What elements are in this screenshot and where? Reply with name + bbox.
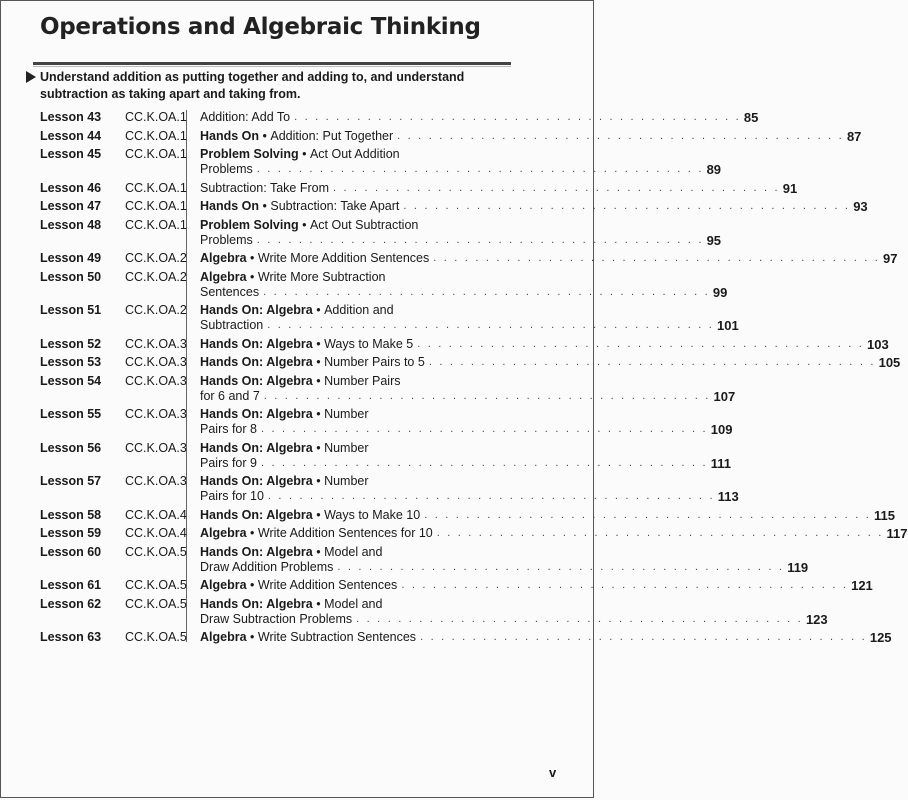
lesson-number: Lesson 59 (40, 526, 102, 540)
lesson-entry (200, 251, 898, 266)
lesson-title: Number (324, 474, 369, 488)
lesson-title: Pairs for 9 (200, 455, 257, 470)
standard-code: CC.K.OA.2 (125, 251, 187, 265)
lesson-number: Lesson 60 (40, 544, 102, 559)
entry-line (200, 147, 512, 162)
lesson-type: Problem Solving (200, 217, 299, 232)
standard-code: CC.K.OA.5 (125, 596, 187, 611)
title-rule (33, 62, 511, 65)
entry-line (200, 284, 728, 300)
lesson-number: Lesson 51 (40, 303, 102, 317)
leader-dots: . . . . . . . . . . . . . . . . . . . . . . . . . . . . . . . . . . . . . . . . . . . (267, 319, 715, 331)
page-ref[interactable]: 111 (710, 455, 732, 471)
lesson-type: Algebra (200, 526, 247, 540)
page-ref[interactable]: 103 (867, 336, 889, 352)
leader-dots: . . . . . . . . . . . . . . . . . . . . . . . . . . . . . . . . . . . . . . . . . . . (294, 111, 741, 123)
entry-line (200, 489, 739, 504)
lesson-title: Number Pairs to 5 (324, 355, 425, 369)
lesson-title: Problems (200, 232, 253, 247)
standard-code: CC.K.OA.5 (125, 544, 187, 559)
page-ref[interactable]: 85 (743, 110, 759, 125)
lesson-title: for 6 and 7 (200, 388, 260, 403)
bullet-separator: • (246, 578, 258, 592)
lesson-entry (200, 110, 759, 125)
page-title: Operations and Algebraic Thinking (40, 14, 481, 40)
lesson-entry (200, 180, 798, 196)
lesson-number: Lesson 48 (40, 217, 102, 232)
lesson-type: Hands On: Algebra (200, 373, 313, 388)
entry-line (200, 578, 873, 593)
leader-dots: . . . . . . . . . . . . . . . . . . . . . . . . . . . . . . . . . . . . . . . . . . . (433, 252, 881, 264)
lesson-title: Act Out Subtraction (309, 217, 419, 232)
page-ref[interactable]: 87 (846, 128, 862, 144)
bullet-separator: • (312, 373, 325, 388)
lesson-type: Hands On: Algebra (200, 596, 313, 611)
leader-dots: . . . . . . . . . . . . . . . . . . . . . . . . . . . . . . . . . . . . . . . . . . . (401, 579, 849, 591)
standard-code: CC.K.OA.1 (125, 128, 187, 143)
intro-block (40, 69, 520, 103)
lesson-title: Addition: Add To (200, 110, 291, 124)
lesson-type: Hands On: Algebra (200, 474, 313, 488)
lesson-title: Write Subtraction Sentences (257, 630, 417, 644)
leader-dots: . . . . . . . . . . . . . . . . . . . . . . . . . . . . . . . . . . . . . . . . . . . (356, 612, 803, 625)
standard-code: CC.K.OA.3 (125, 373, 187, 388)
entry-line (200, 526, 908, 541)
page-ref[interactable]: 115 (873, 507, 895, 523)
bullet-separator: • (298, 147, 310, 161)
bullet-separator: • (246, 526, 258, 540)
lesson-entry (200, 199, 868, 214)
standard-code: CC.K.OA.3 (125, 355, 187, 369)
lesson-title: Pairs for 8 (200, 422, 257, 436)
lesson-entry (200, 578, 873, 593)
lesson-entry (200, 128, 862, 144)
entry-line (200, 474, 512, 489)
triangle-bullet-icon (26, 71, 36, 83)
lesson-entry (200, 544, 809, 575)
lesson-entry (200, 269, 728, 300)
bullet-separator: • (312, 474, 325, 488)
lesson-number: Lesson 57 (40, 474, 102, 488)
entry-line (200, 455, 732, 471)
lesson-entry (200, 630, 892, 645)
lesson-title: Subtraction: Take Apart (270, 199, 400, 213)
lesson-title: Subtraction (200, 318, 264, 332)
entry-line (200, 251, 898, 266)
bullet-separator: • (298, 217, 310, 232)
lesson-number: Lesson 56 (40, 440, 102, 455)
lesson-title: Draw Addition Problems (200, 559, 334, 574)
entry-line (200, 218, 512, 233)
lesson-type: Hands On: Algebra (200, 355, 313, 369)
leader-dots: . . . . . . . . . . . . . . . . . . . . . . . . . . . . . . . . . . . . . . . . . . . (256, 163, 704, 175)
page-ref[interactable]: 99 (712, 284, 728, 300)
standard-code: CC.K.OA.4 (125, 507, 187, 522)
page-ref[interactable]: 105 (878, 355, 901, 370)
lesson-number: Lesson 58 (40, 507, 102, 522)
lesson-number: Lesson 62 (40, 596, 102, 611)
entry-line (200, 303, 512, 318)
lesson-type: Hands On: Algebra (200, 407, 313, 421)
standard-code: CC.K.OA.2 (125, 303, 187, 317)
standard-code: CC.K.OA.1 (125, 147, 187, 161)
standard-code: CC.K.OA.3 (125, 407, 187, 421)
bullet-separator: • (312, 336, 325, 351)
bullet-separator: • (246, 630, 258, 644)
entry-line (200, 232, 722, 248)
lesson-title: Problems (200, 162, 253, 176)
entry-line (200, 270, 512, 285)
leader-dots: . . . . . . . . . . . . . . . . . . . . . . . . . . . . . . . . . . . . . . . . . . . (403, 200, 851, 212)
standard-code: CC.K.OA.1 (125, 180, 187, 195)
bullet-separator: • (312, 507, 325, 522)
lesson-title: Ways to Make 10 (324, 507, 421, 522)
lesson-type: Algebra (200, 630, 247, 644)
bullet-separator: • (312, 440, 325, 455)
leader-dots: . . . . . . . . . . . . . . . . . . . . . . . . . . . . . . . . . . . . . . . . . . . (424, 508, 871, 521)
entry-line (200, 388, 736, 404)
lesson-title: Pairs for 10 (200, 489, 264, 503)
entry-line (200, 559, 809, 575)
lesson-title: Write More Addition Sentences (257, 251, 430, 265)
lesson-entry (200, 507, 895, 523)
page-ref[interactable]: 119 (787, 559, 809, 575)
leader-dots: . . . . . . . . . . . . . . . . . . . . . . . . . . . . . . . . . . . . . . . . . . . (428, 356, 876, 368)
entry-line (200, 422, 733, 437)
lesson-entry (200, 474, 739, 504)
standard-code: CC.K.OA.2 (125, 269, 187, 284)
lesson-entry (200, 147, 722, 177)
lesson-title: Write Addition Sentences (257, 578, 398, 592)
lesson-title: Addition: Put Together (270, 128, 394, 143)
lesson-entry (200, 596, 828, 627)
lesson-type: Hands On (200, 128, 260, 143)
standard-code: CC.K.OA.3 (125, 474, 187, 488)
leader-dots: . . . . . . . . . . . . . . . . . . . . . . . . . . . . . . . . . . . . . . . . . . . (397, 129, 844, 142)
leader-dots: . . . . . . . . . . . . . . . . . . . . . . . . . . . . . . . . . . . . . . . . . . . (256, 233, 704, 246)
lesson-type: Hands On: Algebra (200, 303, 313, 317)
leader-dots: . . . . . . . . . . . . . . . . . . . . . . . . . . . . . . . . . . . . . . . . . . . (263, 285, 710, 298)
page-ref[interactable]: 91 (782, 180, 798, 196)
lesson-title: Model and (324, 544, 383, 559)
page-ref[interactable]: 125 (869, 630, 892, 645)
entry-line (200, 336, 889, 352)
leader-dots: . . . . . . . . . . . . . . . . . . . . . . . . . . . . . . . . . . . . . . . . . . . (333, 181, 780, 194)
entry-line (200, 162, 722, 177)
lesson-number: Lesson 50 (40, 269, 102, 284)
title-rule-thin (33, 66, 511, 67)
entry-line (200, 355, 901, 370)
bullet-separator: • (259, 199, 271, 213)
page-ref[interactable]: 117 (886, 526, 908, 541)
lesson-entry (200, 440, 732, 471)
standard-code: CC.K.OA.3 (125, 336, 187, 351)
lesson-title: Write Addition Sentences for 10 (257, 526, 433, 540)
lesson-title: Sentences (200, 284, 260, 299)
bullet-separator: • (259, 128, 271, 143)
lesson-type: Hands On: Algebra (200, 507, 313, 522)
lesson-entry (200, 355, 901, 370)
leader-dots: . . . . . . . . . . . . . . . . . . . . . . . . . . . . . . . . . . . . . . . . . . . (263, 389, 711, 402)
lesson-title: Number (324, 407, 369, 421)
standard-code: CC.K.OA.4 (125, 526, 187, 540)
lesson-number: Lesson 44 (40, 128, 102, 143)
bullet-separator: • (246, 251, 258, 265)
lesson-title: Ways to Make 5 (324, 336, 414, 351)
page-ref[interactable]: 121 (851, 578, 873, 593)
intro-text: Understand addition as putting together and adding to, and understand subtraction as taking apart and taking from. (40, 70, 465, 101)
standard-code: CC.K.OA.5 (125, 578, 187, 592)
bullet-separator: • (312, 355, 325, 369)
lesson-number: Lesson 45 (40, 147, 102, 161)
lesson-type: Hands On: Algebra (200, 440, 313, 455)
bullet-separator: • (312, 303, 325, 317)
entry-line (200, 597, 512, 612)
standard-code: CC.K.OA.1 (125, 110, 187, 124)
entry-line (200, 128, 862, 144)
lesson-title: Number Pairs (324, 373, 401, 388)
lesson-type: Algebra (200, 578, 247, 592)
page-ref[interactable]: 89 (706, 162, 722, 177)
lesson-type: Problem Solving (200, 147, 299, 161)
page-ref[interactable]: 109 (710, 422, 733, 437)
lesson-number: Lesson 61 (40, 578, 102, 592)
lesson-entry (200, 526, 908, 541)
lesson-title: Write More Subtraction (257, 269, 386, 284)
entry-line (200, 180, 798, 196)
lesson-title: Act Out Addition (309, 147, 400, 161)
lesson-title: Number (324, 440, 369, 455)
page-ref[interactable]: 123 (805, 611, 828, 627)
lesson-number: Lesson 53 (40, 355, 102, 369)
lesson-number: Lesson 52 (40, 336, 102, 351)
lesson-number: Lesson 63 (40, 630, 102, 644)
lesson-entry (200, 217, 722, 248)
entry-line (200, 374, 512, 389)
leader-dots: . . . . . . . . . . . . . . . . . . . . . . . . . . . . . . . . . . . . . . . . . . . (436, 527, 884, 539)
lesson-title: Model and (324, 596, 383, 611)
entry-line (200, 545, 512, 560)
page-number: v (549, 765, 557, 780)
lesson-entry (200, 407, 733, 437)
page-ref[interactable]: 95 (706, 232, 722, 248)
entry-line (200, 441, 512, 456)
lesson-number: Lesson 54 (40, 373, 102, 388)
page-ref[interactable]: 101 (717, 318, 739, 333)
page-ref[interactable]: 93 (853, 199, 868, 214)
lesson-entry (200, 373, 736, 404)
lesson-type: Algebra (200, 251, 247, 265)
entry-line (200, 110, 759, 125)
leader-dots: . . . . . . . . . . . . . . . . . . . . . . . . . . . . . . . . . . . . . . . . . . . (260, 456, 708, 469)
bullet-separator: • (246, 269, 258, 284)
lesson-title: Addition and (324, 303, 394, 317)
leader-dots: . . . . . . . . . . . . . . . . . . . . . . . . . . . . . . . . . . . . . . . . . . . (420, 631, 867, 643)
lesson-title: Draw Subtraction Problems (200, 611, 353, 626)
standard-code: CC.K.OA.1 (125, 217, 187, 232)
lesson-type: Hands On: Algebra (200, 336, 313, 351)
lesson-type: Hands On (200, 199, 260, 213)
page-ref[interactable]: 97 (883, 251, 898, 266)
standard-code: CC.K.OA.3 (125, 440, 187, 455)
entry-line (200, 199, 868, 214)
lesson-number: Lesson 49 (40, 251, 102, 265)
entry-line (200, 611, 828, 627)
lesson-number: Lesson 46 (40, 180, 102, 195)
leader-dots: . . . . . . . . . . . . . . . . . . . . . . . . . . . . . . . . . . . . . . . . . . . (337, 560, 785, 573)
entry-line (200, 407, 512, 422)
bullet-separator: • (312, 596, 325, 611)
entry-line (200, 630, 892, 645)
page-ref[interactable]: 107 (713, 388, 736, 404)
lesson-title: Subtraction: Take From (200, 180, 329, 195)
lesson-type: Algebra (200, 269, 247, 284)
entry-line (200, 507, 895, 523)
entry-line (200, 318, 739, 333)
lesson-entry (200, 336, 889, 352)
bullet-separator: • (312, 544, 325, 559)
lesson-number: Lesson 47 (40, 199, 102, 213)
lesson-entry (200, 303, 739, 333)
lesson-type: Hands On: Algebra (200, 544, 313, 559)
leader-dots: . . . . . . . . . . . . . . . . . . . . . . . . . . . . . . . . . . . . . . . . . . . (417, 337, 865, 350)
lesson-number: Lesson 43 (40, 110, 102, 124)
standard-code: CC.K.OA.5 (125, 630, 187, 644)
leader-dots: . . . . . . . . . . . . . . . . . . . . . . . . . . . . . . . . . . . . . . . . . . . (267, 490, 715, 502)
standard-code: CC.K.OA.1 (125, 199, 187, 213)
lesson-number: Lesson 55 (40, 407, 102, 421)
bullet-separator: • (312, 407, 325, 421)
page-ref[interactable]: 113 (717, 489, 739, 504)
leader-dots: . . . . . . . . . . . . . . . . . . . . . . . . . . . . . . . . . . . . . . . . . . . (260, 423, 708, 435)
